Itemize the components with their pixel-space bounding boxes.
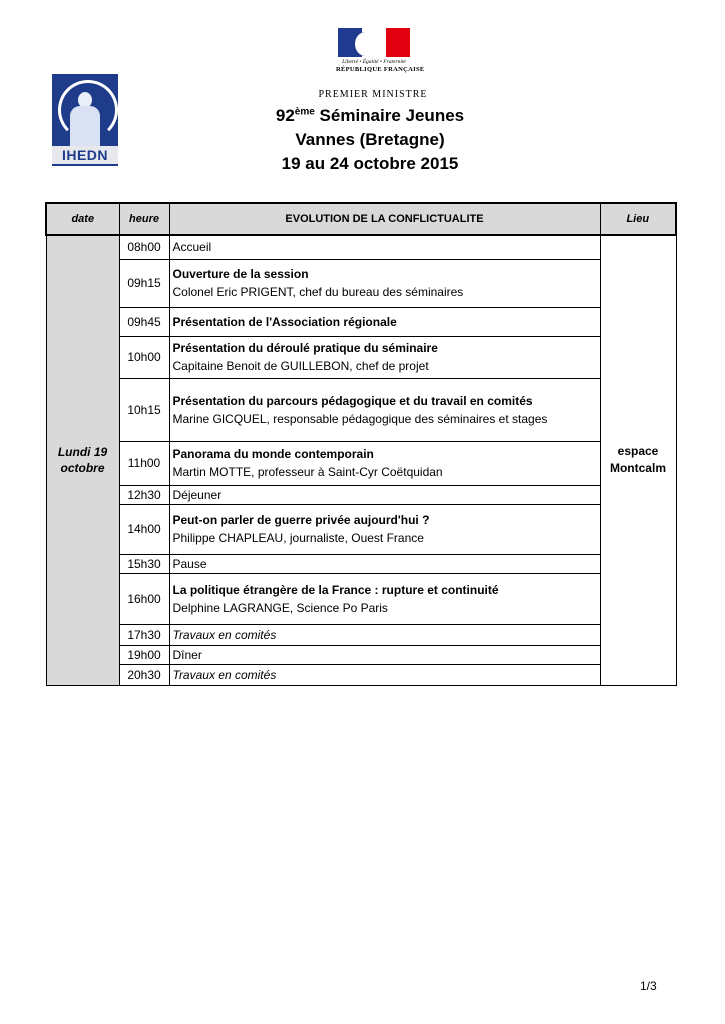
ihedn-logo-text: IHEDN xyxy=(52,146,118,164)
marianne-flag-icon xyxy=(338,28,410,57)
header-lieu: Lieu xyxy=(600,203,676,235)
event-cell xyxy=(169,235,600,259)
page-number: 1/3 xyxy=(640,979,657,993)
header-date: date xyxy=(46,203,119,235)
table-row xyxy=(46,441,676,485)
event-title: Dîner xyxy=(172,647,202,662)
event-title: Panorama du monde contemporain xyxy=(172,447,374,461)
table-row xyxy=(46,378,676,441)
time-cell: 08h00 xyxy=(119,235,169,259)
header-evolution: EVOLUTION DE LA CONFLICTUALITE xyxy=(169,203,600,235)
premier-ministre-label: PREMIER MINISTRE xyxy=(318,89,428,100)
event-title: Déjeuner xyxy=(172,487,222,502)
time-cell: 10h15 xyxy=(119,378,169,441)
event-cell xyxy=(169,624,600,645)
time-cell: 14h00 xyxy=(119,504,169,554)
header-heure: heure xyxy=(119,203,169,235)
day-label-line2: octobre xyxy=(60,461,105,476)
title-line-1 xyxy=(220,104,520,128)
event-speaker: Marine GICQUEL, responsable pédagogique des séminaires et stages xyxy=(172,411,548,426)
gov-motto: Liberté • Égalité • Fraternité xyxy=(342,59,406,65)
title-seminar: Séminaire Jeunes xyxy=(314,106,465,125)
table-row xyxy=(46,624,676,645)
event-cell xyxy=(169,259,600,307)
gov-republic-label: RÉPUBLIQUE FRANÇAISE xyxy=(336,66,425,73)
lieu-cell xyxy=(600,235,676,685)
event-cell xyxy=(169,554,600,573)
time-cell: 17h30 xyxy=(119,624,169,645)
event-title: Travaux en comités xyxy=(172,627,277,642)
ihedn-logo xyxy=(52,74,118,166)
event-cell xyxy=(169,504,600,554)
event-cell xyxy=(169,645,600,664)
event-cell xyxy=(169,573,600,624)
table-header-row xyxy=(46,203,676,235)
event-speaker: Martin MOTTE, professeur à Saint-Cyr Coëtquidan xyxy=(172,465,443,479)
table-row xyxy=(46,645,676,664)
table-row xyxy=(46,664,676,685)
event-speaker: Philippe CHAPLEAU, journaliste, Ouest France xyxy=(172,531,424,545)
table-row xyxy=(46,259,676,307)
event-cell xyxy=(169,485,600,504)
republique-francaise-logo xyxy=(336,28,425,74)
event-title: Présentation du parcours pédagogique et du travail en comités xyxy=(172,393,533,408)
table-row xyxy=(46,504,676,554)
time-cell: 16h00 xyxy=(119,573,169,624)
table-row xyxy=(46,573,676,624)
page-title xyxy=(220,104,520,176)
time-cell: 12h30 xyxy=(119,485,169,504)
lieu-line1: espace xyxy=(617,444,659,459)
title-superscript: ème xyxy=(294,106,315,118)
table-row xyxy=(46,554,676,573)
event-title: Présentation du déroulé pratique du séminaire xyxy=(172,341,438,355)
event-title: Peut-on parler de guerre privée aujourd'hui ? xyxy=(172,513,430,527)
event-title: Présentation de l'Association régionale xyxy=(172,314,397,329)
day-cell xyxy=(46,235,119,685)
event-speaker: Delphine LAGRANGE, Science Po Paris xyxy=(172,600,388,615)
event-title: Travaux en comités xyxy=(172,667,277,682)
title-number: 92 xyxy=(275,106,295,125)
event-cell xyxy=(169,664,600,685)
title-line-2: Vannes (Bretagne) xyxy=(295,130,445,149)
event-cell xyxy=(169,307,600,336)
table-row xyxy=(46,336,676,378)
title-line-3: 19 au 24 octobre 2015 xyxy=(281,154,459,173)
schedule-table xyxy=(45,202,677,686)
time-cell: 19h00 xyxy=(119,645,169,664)
event-title: Ouverture de la session xyxy=(172,267,309,281)
time-cell: 10h00 xyxy=(119,336,169,378)
time-cell: 09h45 xyxy=(119,307,169,336)
event-cell xyxy=(169,336,600,378)
event-cell xyxy=(169,441,600,485)
event-title: Accueil xyxy=(172,240,212,255)
event-title: Pause xyxy=(172,556,207,571)
statue-body-icon xyxy=(70,106,100,146)
time-cell: 20h30 xyxy=(119,664,169,685)
event-cell xyxy=(169,378,600,441)
event-speaker: Colonel Eric PRIGENT, chef du bureau des séminaires xyxy=(172,285,464,299)
day-label-line1: Lundi 19 xyxy=(57,445,108,460)
time-cell: 09h15 xyxy=(119,259,169,307)
lieu-line2: Montcalm xyxy=(609,461,666,476)
table-row xyxy=(46,235,676,259)
event-speaker: Capitaine Benoit de GUILLEBON, chef de projet xyxy=(172,359,429,373)
time-cell: 11h00 xyxy=(119,441,169,485)
table-row xyxy=(46,307,676,336)
event-title: La politique étrangère de la France : rupture et continuité xyxy=(172,582,499,597)
time-cell: 15h30 xyxy=(119,554,169,573)
table-row xyxy=(46,485,676,504)
